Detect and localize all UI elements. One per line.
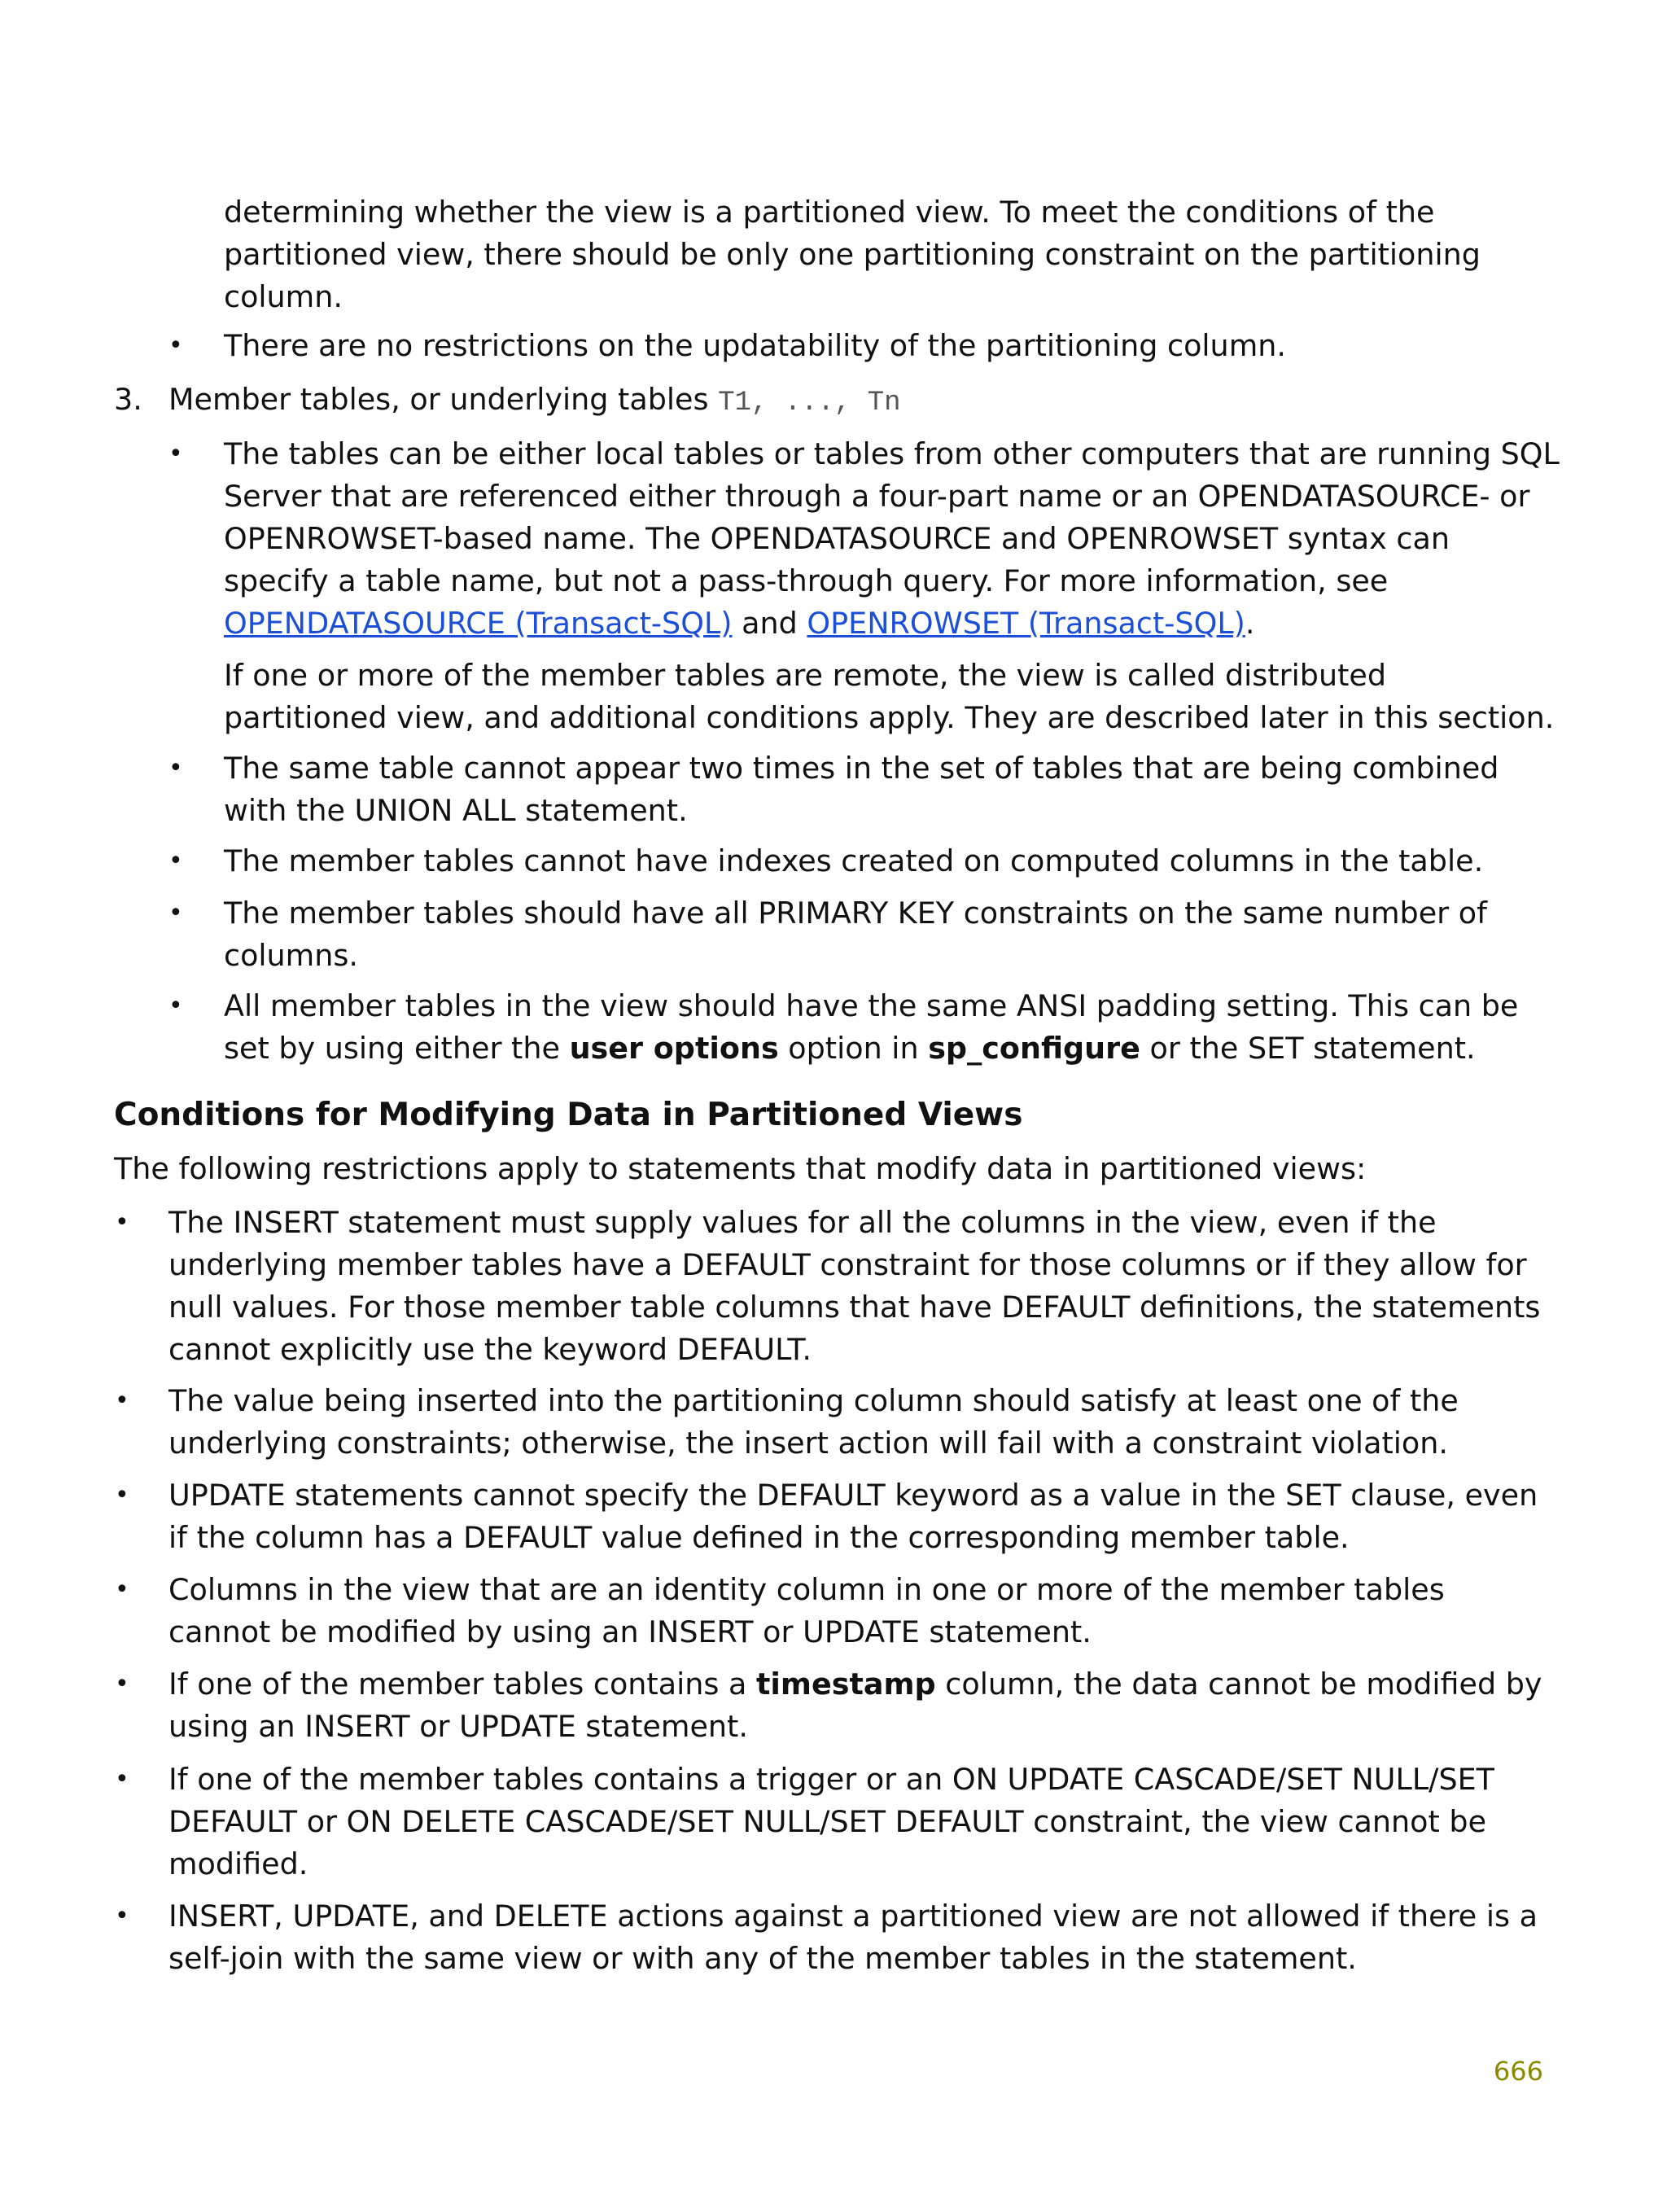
bold-term-timestamp: timestamp xyxy=(755,1667,936,1702)
item-text: Member tables, or underlying tables xyxy=(168,382,709,417)
text-run: set by using either the xyxy=(224,1031,570,1066)
list-item-member-tables xyxy=(168,379,901,424)
list-item-line: The same table cannot appear two times in the set of tables that are being combined xyxy=(224,751,1499,786)
list-item-line: The INSERT statement must supply values for all the columns in the view, even if the xyxy=(168,1205,1437,1240)
list-item-line: null values. For those member table columns that have DEFAULT definitions, the statements xyxy=(168,1290,1541,1325)
intro-paragraph: The following restrictions apply to statements that modify data in partitioned views: xyxy=(114,1151,1367,1186)
period-text: . xyxy=(1245,606,1255,641)
page-number: 666 xyxy=(1493,2056,1543,2087)
text-run: or the SET statement. xyxy=(1140,1031,1476,1066)
bullet-marker: • xyxy=(168,331,183,360)
inline-code: T1, ..., Tn xyxy=(718,388,901,418)
list-item-line: underlying member tables have a DEFAULT constraint for those columns or if they allow for xyxy=(168,1247,1527,1282)
list-item-line: cannot be modified by using an INSERT or UPDATE statement. xyxy=(168,1614,1092,1649)
list-item-line: Columns in the view that are an identity column in one or more of the member tables xyxy=(168,1572,1445,1607)
bold-term-sp-configure: sp_configure xyxy=(928,1031,1140,1066)
conjunction-text: and xyxy=(732,606,807,641)
text-run: column, the data cannot be modified by xyxy=(935,1667,1542,1702)
continued-text-line: column. xyxy=(224,279,343,314)
bullet-marker: • xyxy=(115,1208,129,1237)
list-number: 3. xyxy=(114,382,142,417)
bullet-marker: • xyxy=(168,440,183,468)
list-item-line: using an INSERT or UPDATE statement. xyxy=(168,1709,748,1744)
bold-term-user-options: user options xyxy=(569,1031,779,1066)
list-item-line: modified. xyxy=(168,1846,308,1881)
list-item-line: with the UNION ALL statement. xyxy=(224,793,688,828)
list-item-line: Server that are referenced either through a four-part name or an OPENDATASOURCE- or xyxy=(224,479,1530,514)
list-item-line: The tables can be either local tables or tables from other computers that are running SQL xyxy=(224,436,1560,471)
continued-text-line: determining whether the view is a partitioned view. To meet the conditions of the xyxy=(224,195,1435,230)
bullet-marker: • xyxy=(168,899,183,927)
openrowset-link[interactable]: OPENROWSET (Transact-SQL) xyxy=(807,606,1245,641)
list-item-line: The member tables should have all PRIMARY KEY constraints on the same number of xyxy=(224,896,1487,931)
bullet-marker: • xyxy=(115,1670,129,1698)
list-item-line: All member tables in the view should have the same ANSI padding setting. This can be xyxy=(224,988,1519,1023)
bullet-marker: • xyxy=(115,1481,129,1509)
bullet-marker: • xyxy=(115,1902,129,1930)
list-item-line xyxy=(224,1027,1476,1070)
bullet-marker: • xyxy=(168,754,183,782)
bullet-marker: • xyxy=(115,1386,129,1415)
list-item-line: cannot explicitly use the keyword DEFAULT. xyxy=(168,1332,812,1367)
list-item-indexes: The member tables cannot have indexes created on computed columns in the table. xyxy=(224,843,1484,878)
continued-text-line: partitioned view, there should be only one partitioning constraint on the partitioning xyxy=(224,237,1481,272)
text-run: option in xyxy=(778,1031,929,1066)
opendatasource-link[interactable]: OPENDATASOURCE (Transact-SQL) xyxy=(224,606,733,641)
list-item-line: The value being inserted into the partitioning column should satisfy at least one of the xyxy=(168,1383,1459,1418)
list-item-line: columns. xyxy=(224,938,358,973)
list-item-line: UPDATE statements cannot specify the DEFAULT keyword as a value in the SET clause, even xyxy=(168,1478,1538,1513)
list-item-line: underlying constraints; otherwise, the insert action will fail with a constraint violation. xyxy=(168,1426,1448,1461)
list-item-line: self-join with the same view or with any of the member tables in the statement. xyxy=(168,1941,1357,1976)
bullet-marker: • xyxy=(168,992,183,1020)
text-run: If one of the member tables contains a xyxy=(168,1667,756,1702)
list-item-line: specify a table name, but not a pass-through query. For more information, see xyxy=(224,563,1389,598)
list-item-updatability: There are no restrictions on the updatability of the partitioning column. xyxy=(224,328,1286,363)
remote-note-line: If one or more of the member tables are remote, the view is called distributed xyxy=(224,658,1387,693)
list-item-line: DEFAULT or ON DELETE CASCADE/SET NULL/SET DEFAULT constraint, the view cannot be xyxy=(168,1804,1487,1839)
remote-note-line: partitioned view, and additional conditions apply. They are described later in this section. xyxy=(224,700,1555,735)
list-item-line: If one of the member tables contains a trigger or an ON UPDATE CASCADE/SET NULL/SET xyxy=(168,1762,1494,1797)
section-heading: Conditions for Modifying Data in Partitioned Views xyxy=(114,1097,1023,1133)
list-item-line: if the column has a DEFAULT value defined in the corresponding member table. xyxy=(168,1520,1350,1555)
list-item-line xyxy=(168,1663,1542,1706)
bullet-marker: • xyxy=(168,847,183,875)
list-item-line: INSERT, UPDATE, and DELETE actions against a partitioned view are not allowed if there is a xyxy=(168,1899,1538,1934)
bullet-marker: • xyxy=(115,1575,129,1604)
list-item-line: OPENROWSET-based name. The OPENDATASOURCE and OPENROWSET syntax can xyxy=(224,521,1450,556)
list-item-line xyxy=(224,602,1255,645)
bullet-marker: • xyxy=(115,1765,129,1794)
